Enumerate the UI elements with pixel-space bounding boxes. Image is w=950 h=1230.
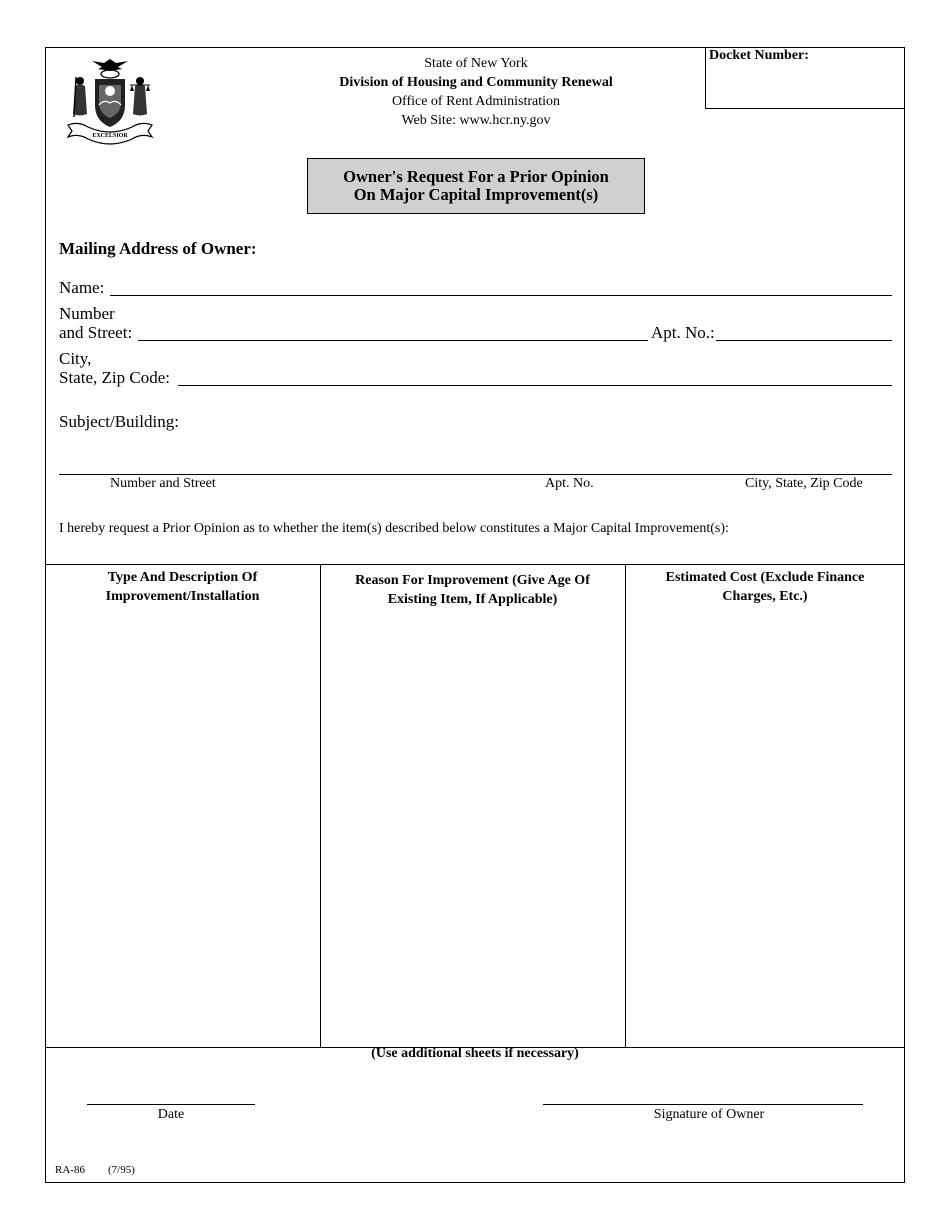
subject-building-field[interactable]	[59, 474, 892, 475]
owner-signature-label: Signature of Owner	[653, 1107, 765, 1122]
table-top-border	[45, 564, 905, 565]
owner-apt-field[interactable]	[716, 340, 892, 341]
apt-label: Apt. No.:	[651, 323, 715, 342]
form-title	[307, 158, 645, 214]
col-cost-entry-area[interactable]	[630, 612, 900, 1042]
owner-name-field[interactable]	[110, 295, 892, 296]
website: Web Site: www.hcr.ny.gov	[401, 113, 551, 128]
subject-city-caption: City, State, Zip Code	[745, 476, 863, 491]
table-divider-2	[625, 564, 626, 1047]
new-york-state-seal	[62, 55, 158, 145]
col-cost-header	[630, 568, 900, 606]
col-type-header-line2: Improvement/Installation	[105, 589, 260, 604]
request-statement: I hereby request a Prior Opinion as to whether the item(s) described below constitutes a Major Capital Improvement(s):	[59, 521, 729, 536]
subject-building-heading: Subject/Building:	[59, 412, 179, 431]
col-type-header-line1: Type And Description Of	[107, 570, 258, 585]
name-label: Name:	[59, 278, 105, 297]
state-name: State of New York	[424, 56, 528, 71]
form-title-line2: On Major Capital Improvement(s)	[353, 185, 599, 204]
col-cost-header-line1: Estimated Cost (Exclude Finance	[665, 570, 865, 585]
col-reason-header-line2: Existing Item, If Applicable)	[387, 592, 558, 607]
agency-header	[300, 54, 652, 130]
col-reason-header	[325, 571, 620, 609]
subject-street-caption: Number and Street	[110, 476, 216, 491]
owner-address-heading: Mailing Address of Owner:	[59, 239, 257, 258]
col-cost-header-line2: Charges, Etc.)	[722, 589, 808, 604]
city-label-line2: State, Zip Code:	[59, 368, 170, 387]
docket-number-box[interactable]	[705, 47, 905, 109]
table-divider-1	[320, 564, 321, 1047]
col-reason-header-line1: Reason For Improvement (Give Age Of	[355, 573, 590, 588]
form-id: RA-86	[55, 1164, 85, 1176]
office-name: Office of Rent Administration	[391, 94, 561, 109]
additional-sheets-note: (Use additional sheets if necessary)	[371, 1046, 579, 1061]
date-field[interactable]	[87, 1104, 255, 1105]
street-label-line1: Number	[59, 304, 115, 323]
form-revision: (7/95)	[108, 1164, 135, 1176]
col-reason-entry-area[interactable]	[325, 612, 620, 1042]
subject-apt-caption: Apt. No.	[545, 476, 594, 491]
owner-street-field[interactable]	[138, 340, 648, 341]
city-label-line1: City,	[59, 349, 92, 368]
owner-city-field[interactable]	[178, 385, 892, 386]
division-name: Division of Housing and Community Renewal	[339, 75, 613, 90]
svg-text:EXCELSIOR: EXCELSIOR	[92, 133, 128, 139]
owner-signature-field[interactable]	[543, 1104, 863, 1105]
col-type-entry-area[interactable]	[50, 592, 315, 1042]
date-label: Date	[157, 1107, 185, 1122]
form-title-line1: Owner's Request For a Prior Opinion	[343, 167, 609, 186]
street-label-line2: and Street:	[59, 323, 133, 342]
docket-number-label: Docket Number:	[709, 48, 809, 63]
